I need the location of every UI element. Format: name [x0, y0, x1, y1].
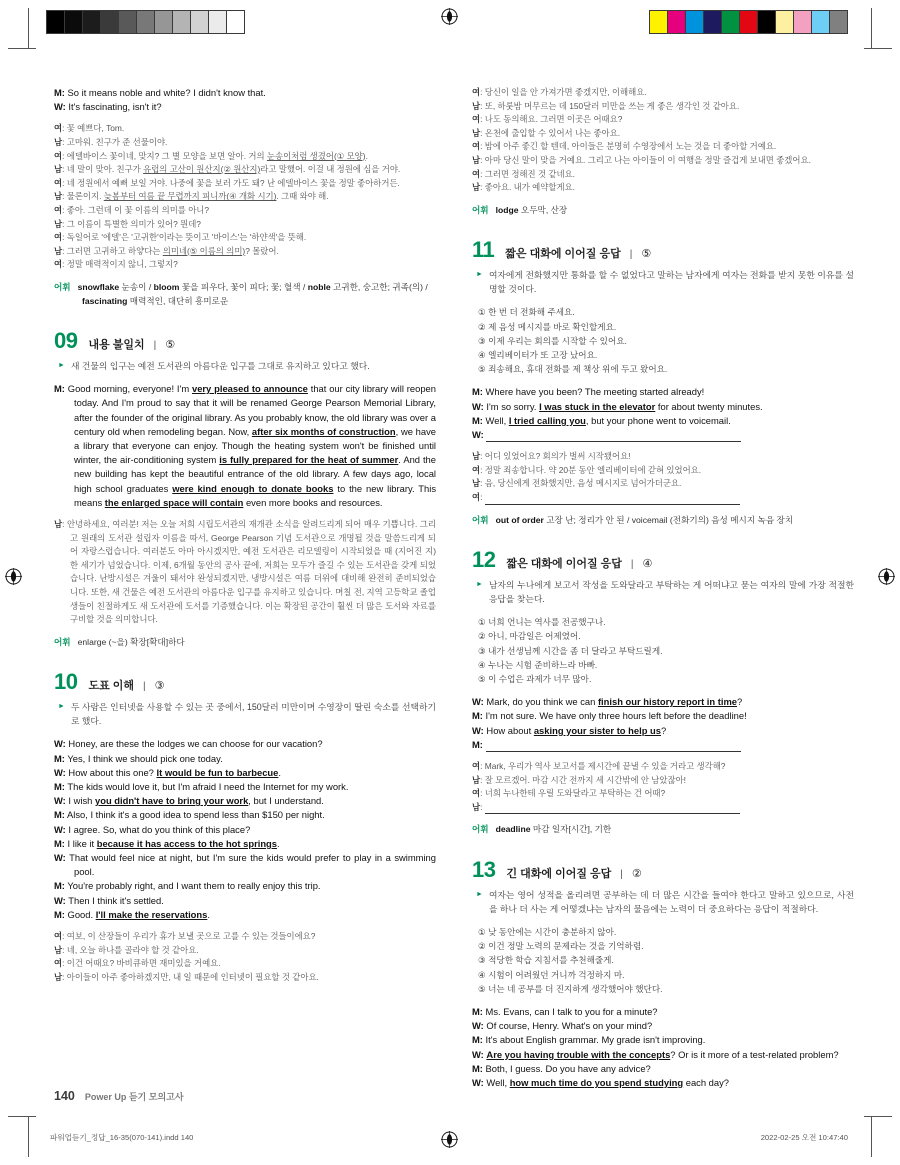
question-12 [472, 549, 854, 837]
dialogue-line: W: Well, how much time do you spend studying each day? [472, 1076, 730, 1088]
q11-explanation-text: 여자에게 전화했지만 통화를 할 수 없었다고 말하는 남자에게 여자는 전화를 받지 못한 이유를 설명할 것이다. [488, 270, 854, 295]
translation-line: 여: 네 정원에서 예뻐 보일 거야. 나중에 꽃을 보러 가도 돼? 난 에델바이스 꽃을 정말 좋아하거든. [54, 177, 400, 188]
speaker-label: M: [472, 414, 483, 426]
translation-line: 여: 에델바이스 꽃이네, 맞지? 그 별 모양을 보면 알아. 거의 눈송이처럼 생겼어(① 모양). [54, 150, 368, 161]
answer-choice: ⑤ 이 수업은 과제가 너무 많아. [478, 673, 592, 684]
dialogue-line: M: Where have you been? The meeting started already! [472, 386, 705, 398]
speaker-label: 여 [54, 123, 63, 134]
answer-choice: ③ 적당한 학습 지침서를 추천해줄게. [478, 955, 614, 966]
q11-answer: ⑤ [641, 248, 652, 261]
q11-separator: | [629, 249, 633, 261]
speaker-label: 남 [54, 191, 63, 202]
translation-line: 여: 당신이 일을 안 가져가면 좋겠지만, 이해해요. [472, 87, 647, 97]
answer-choice: ⑤ 너는 네 공부를 더 진지하게 생각했어야 했단다. [478, 983, 663, 994]
speaker-label: 여 [54, 958, 63, 969]
dialogue-line: W: Are you having trouble with the concepts? Or is it more of a test-related problem? [472, 1048, 839, 1060]
q13-choices [478, 925, 854, 996]
translation-line: 여: 그러면 정해진 것 같네요. [472, 168, 575, 179]
dialogue-line: M: It's about English grammar. My grade isn't improving. [472, 1034, 706, 1046]
translation-line: 여: 좋아. 그런데 이 꽃 이름의 의미를 아니? [54, 204, 210, 215]
speaker-label: W: [472, 1020, 484, 1032]
q10-explanation-text: 두 사람은 인터넷을 사용할 수 있는 곳 중에서, 150달러 미만이며 수영장이 딸린 숙소를 선택하기로 했다. [70, 702, 436, 727]
q11-explanation [472, 268, 854, 296]
dialogue-line: M: Both, I guess. Do you have any advice? [472, 1062, 651, 1074]
dialogue-line: W: That would feel nice at night, but I'm sure the kids would prefer to play in a swimming pool. [54, 851, 436, 878]
vocabulary-label: 어휘 [472, 204, 489, 215]
speaker-label: 여 [54, 204, 63, 215]
q10-answer: ③ [154, 680, 165, 693]
dialogue-line [472, 738, 854, 752]
speaker-label: 남 [472, 154, 481, 165]
question-10 [54, 671, 436, 984]
translation-line: 여: 밤에 아주 좋긴 할 텐데, 아이들은 분명히 수영장에서 노는 것을 더 좋아할 거예요. [472, 141, 777, 152]
dialogue-line: M: Also, I think it's a good idea to spend less than $150 per night. [54, 809, 325, 821]
speaker-label: W: [472, 724, 484, 736]
vocabulary-text: deadline 마감 일자[시간], 기한 [495, 824, 612, 835]
translation-line: 남: 아이들이 아주 좋아하겠지만, 내 일 때문에 인터넷이 필요할 것 같아요. [54, 971, 319, 982]
dialogue-line: M: You're probably right, and I want them to really enjoy this trip. [54, 880, 321, 892]
q12-separator: | [630, 559, 634, 571]
question-11 [472, 239, 854, 527]
speaker-label: 여 [472, 464, 481, 475]
q09-separator: | [153, 340, 157, 352]
q10-header [54, 671, 436, 693]
speaker-label: 여 [54, 930, 63, 941]
triangle-bullet-icon: ► [476, 271, 483, 279]
speaker-label: W: [472, 428, 484, 440]
translation-line: 남: 좋아요. 내가 예약할게요. [472, 182, 575, 193]
speaker-label: 남 [54, 944, 63, 955]
question-09 [54, 330, 436, 649]
translation-line: 여: Mark, 우리가 역사 보고서를 제시간에 끝낼 수 있을 거라고 생각해? [472, 760, 726, 771]
q09-english-script [54, 382, 436, 510]
q12-answer: ④ [642, 558, 653, 571]
q13-answer: ② [631, 867, 642, 880]
translation-line: 남: 그러면 고귀하고 하얗다는 의미네(⑤ 이름의 의미)? 몰랐어. [54, 245, 279, 256]
speaker-label: M: [54, 780, 65, 792]
speaker-label: 여 [54, 177, 63, 188]
translation-line: 여: [472, 491, 854, 505]
q08-vocabulary [54, 281, 436, 308]
answer-choice: ② 이건 정말 노력의 문제라는 것을 기억하렴. [478, 941, 644, 952]
triangle-bullet-icon: ► [476, 890, 483, 898]
page-number: 140 [54, 1089, 75, 1103]
q08-english-script [54, 86, 436, 114]
q12-explanation-text: 남자의 누나에게 보고서 작성을 도와달라고 부탁하는 게 어떠냐고 묻는 여자의 말에 가장 적절한 응답을 찾는다. [488, 580, 854, 605]
answer-choice: ② 제 음성 메시지를 바로 확인할게요. [478, 321, 617, 332]
question-13 [472, 856, 854, 1090]
speaker-label: W: [54, 795, 66, 807]
speaker-label: 남 [472, 478, 481, 489]
translation-line: 남: 네, 오늘 하나를 골라야 할 것 같아요. [54, 944, 199, 955]
dialogue-line: W: I wish you didn't have to bring your work, but I understand. [54, 795, 324, 807]
speaker-label: M: [472, 1062, 483, 1074]
answer-choice: ③ 이제 우리는 회의를 시작할 수 있어요. [478, 335, 627, 346]
speaker-label: M: [472, 1034, 483, 1046]
speaker-label: 남 [472, 100, 481, 111]
q12-type: 짧은 대화에 이어질 응답 [506, 558, 622, 571]
q11-choices [478, 305, 854, 376]
q13-explanation-text: 여자는 영어 성적을 올리려면 공부하는 데 더 많은 시간을 들여야 한다고 말하고 있으므로, 사전을 하나 더 사는 게 어떻겠냐는 남자의 물음에는 노력이 더 중요하다는 응답이 적절하다. [488, 889, 854, 914]
speaker-label: M: [54, 87, 65, 98]
speaker-label: 남 [54, 971, 63, 982]
q09-type: 내용 불일치 [88, 339, 145, 352]
q12-explanation [472, 578, 854, 606]
speaker-label: W: [472, 400, 484, 412]
speaker-label: 남 [54, 218, 63, 229]
translation-line: 남: [472, 801, 854, 815]
speaker-label: M: [472, 1005, 483, 1017]
answer-choice: ① 너희 언니는 역사를 전공했구나. [478, 617, 606, 628]
q08-korean-translation [54, 122, 436, 272]
q13-number: 13 [472, 856, 496, 882]
dialogue-line: W: Mark, do you think we can finish our history report in time? [472, 696, 743, 708]
translation-line: 남: 물론이지. 늦봄부터 여름 끝 무렵까지 피니까(④ 개화 시기). 그때 와야 해. [54, 191, 329, 202]
speaker-label: 여 [472, 87, 481, 97]
dialogue-line: W: Of course, Henry. What's on your mind? [472, 1020, 653, 1032]
speaker-label: 남 [472, 774, 481, 785]
speaker-label: M: [472, 386, 483, 398]
answer-choice: ⑤ 죄송해요, 휴대 전화를 제 책상 위에 두고 왔어요. [478, 364, 668, 375]
q10-english-script [54, 737, 436, 922]
vocabulary-text: out of order 고장 난; 정리가 안 된 / voicemail (전화기의) 음성 메시지 녹음 장치 [495, 514, 794, 525]
vocabulary-label: 어휘 [472, 824, 489, 835]
translation-line: 여: 정말 죄송합니다. 약 20분 동안 엘리베이터에 갇혀 있었어요. [472, 464, 702, 475]
speaker-label: W: [54, 738, 66, 750]
dialogue-line: M: The kids would love it, but I'm afraid I need the Internet for my work. [54, 780, 349, 792]
q13-explanation [472, 888, 854, 916]
speaker-label: M: [54, 383, 65, 395]
print-slug-timestamp: 2022-02-25 오전 10:47:40 [760, 1133, 848, 1142]
q11-header [472, 239, 854, 261]
q10-number: 10 [54, 669, 78, 695]
speaker-label: 남 [472, 801, 481, 812]
book-title: Power Up 듣기 모의고사 [84, 1092, 184, 1102]
dialogue-line: M: So it means noble and white? I didn't know that. [54, 87, 266, 98]
dialogue-line: M: Ms. Evans, can I talk to you for a minute? [472, 1005, 658, 1017]
speaker-label: M: [54, 908, 65, 920]
speaker-label: 여 [472, 788, 481, 799]
speaker-label: 여 [54, 232, 63, 243]
speaker-label: W: [54, 101, 66, 113]
translation-line: 남: 잘 모르겠어. 마감 시간 전까지 세 시간밖에 안 남았잖아! [472, 774, 686, 785]
speaker-label: 여 [54, 150, 63, 161]
speaker-label: 남 [472, 451, 481, 462]
dialogue-line: M: Yes, I think we should pick one today. [54, 752, 223, 764]
speaker-label: M: [54, 752, 65, 764]
page-footer [54, 1089, 184, 1103]
q09-vocabulary [54, 636, 436, 650]
q09-explanation-text: 새 건물의 입구는 예전 도서관의 아름다운 입구를 그대로 유지하고 있다고 했다. [70, 361, 370, 372]
dialogue-line: W: It's fascinating, isn't it? [54, 101, 162, 113]
q09-answer: ⑤ [165, 339, 176, 352]
q09-explanation [54, 359, 436, 373]
q10-vocabulary [472, 204, 854, 218]
speaker-label: 여 [472, 114, 481, 125]
translation-line: 여: 이건 어때요? 바비큐하면 재미있을 거예요. [54, 958, 221, 969]
dialogue-line: M: Well, I tried calling you, but your phone went to voicemail. [472, 414, 731, 426]
triangle-bullet-icon: ► [58, 362, 65, 370]
q10-explanation [54, 700, 436, 728]
q12-vocabulary [472, 823, 854, 837]
two-column-layout [54, 86, 854, 1092]
dialogue-paragraph: 남: 안녕하세요, 여러분! 저는 오늘 저희 시립도서관의 재개관 소식을 알려드리게 되어 매우 기쁩니다. 그리고 원래의 도서관 설립자 이름을 따서, George Pearson 기념 도서관으로 개명될 것을 말씀드리게 되어 자랑스럽습니다. 여러분도 아마 아시겠지만, 예전 도서관은 리모델링이 시작되었을 때 (지어진 지) 한 세기가 넘었습니다. 이제, 6개월 동안의 공사 끝에, 저희는 모두가 즐길 수 있는 도서관을 갖게 되었습니다. 난방시설은 겨울이 돼서야 완성되겠지만, 냉방시설은 여름 더위에 대비해 완전히 준비되었습니다. 또한, 새 건물은 예전 도서관의 아름다운 입구를 유지하고 있습니다. 며칠 전, 지역 고등학교 졸업생들이 친절하게도 새 도서관에 도서를 기증했습니다. 이는 확장된 공간이 훨씬 더 많은 도서와 자료를 구비할 것을 의미합니다. [54, 518, 436, 625]
q12-english-script [472, 695, 854, 752]
translation-line: 여: 나도 동의해요. 그러면 이곳은 어때요? [472, 114, 623, 125]
triangle-bullet-icon: ► [58, 703, 65, 711]
q11-type: 짧은 대화에 이어질 응답 [505, 248, 621, 261]
speaker-label: M: [472, 738, 483, 750]
speaker-label: M: [472, 710, 483, 722]
q12-korean-translation [472, 760, 854, 814]
q11-number: 11 [472, 237, 495, 263]
q09-header [54, 330, 436, 352]
speaker-label: W: [54, 851, 66, 863]
answer-choice: ④ 시험이 어려웠던 거니까 걱정하지 마. [478, 969, 625, 980]
right-column [472, 86, 854, 1092]
q11-korean-translation [472, 450, 854, 504]
translation-line: 여: 너희 누나한테 우릴 도와달라고 부탁하는 건 어때? [472, 788, 666, 799]
q13-separator: | [620, 868, 623, 880]
speaker-label: 남 [472, 182, 481, 193]
vocabulary-label: 어휘 [54, 636, 71, 647]
answer-choice: ① 낮 동안에는 시간이 충분하지 않아. [478, 926, 617, 937]
answer-choice: ③ 내가 선생님께 시간을 좀 더 달라고 부탁드릴게. [478, 645, 663, 656]
q10-type: 도표 이해 [88, 680, 135, 693]
translation-line: 여: 여보, 이 산장들이 우리가 휴가 보낼 곳으로 고를 수 있는 것들이에요? [54, 930, 316, 941]
vocabulary-label: 어휘 [472, 514, 489, 525]
dialogue-line: M: Good. I'll make the reservations. [54, 908, 210, 920]
vocabulary-label: 어휘 [54, 281, 71, 292]
speaker-label: 여 [472, 760, 481, 771]
vocabulary-text: enlarge (~을) 확장[확대]하다 [77, 636, 185, 647]
dialogue-line: M: I'm not sure. We have only three hours left before the deadline! [472, 710, 747, 722]
triangle-bullet-icon: ► [476, 581, 483, 589]
speaker-label: W: [54, 823, 66, 835]
q11-english-script [472, 385, 854, 442]
speaker-label: 남 [54, 518, 63, 529]
speaker-label: 남 [54, 137, 63, 147]
speaker-label: 여 [472, 168, 481, 179]
speaker-label: 남 [54, 245, 63, 256]
dialogue-line: W: I'm so sorry. I was stuck in the elevator for about twenty minutes. [472, 400, 763, 412]
q12-choices [478, 615, 854, 686]
answer-choice: ④ 엘리베이터가 또 고장 났어요. [478, 349, 598, 360]
print-slug-filename: 파워업듣기_정답_16-35(070-141).indd 140 [50, 1133, 194, 1142]
vocabulary-text: snowflake 눈송이 / bloom 꽃을 피우다, 꽃이 피다; 꽃; 혈색 / noble 고귀한, 숭고한; 귀족(의) / fascinating 매력적인, 대단히 흥미로운 [77, 281, 428, 306]
dialogue-paragraph: M: Good morning, everyone! I'm very pleased to announce that our city library will reopen today. And I'm proud to say that it will be renamed George Pearson Memorial Library, after the founder of the original library. As you probably know, the old library was over a century old when remodeling began. Now, after six months of construction, we have a library that everyone can enjoy. Though the heating system won't be finished until winter, the air-conditioning system is fully prepared for the heat of summer. And the new building has kept the beautiful entrance of the old library. A few days ago, local high school graduates were kind enough to donate books to the new library. This means the enlarged space will contain even more books and resources. [54, 383, 437, 508]
translation-line: 남: 또, 하룻밤 머무르는 데 150달러 미만을 쓰는 게 좋은 생각인 것 같아요. [472, 100, 740, 111]
translation-line: 남: 어디 있었어요? 회의가 벌써 시작됐어요! [472, 451, 631, 462]
dialogue-line: W: I agree. So, what do you think of this place? [54, 823, 251, 835]
translation-line: 남: 아마 당신 말이 맞을 거예요. 그리고 나는 아이들이 이 여행을 정말 즐겁게 보내면 좋겠어요. [472, 154, 811, 165]
q10-korean-translation [54, 930, 436, 984]
speaker-label: 여 [54, 259, 63, 270]
q09-number: 09 [54, 328, 78, 354]
translation-line: 여: 정말 매력적이지 않니, 그렇지? [54, 259, 178, 270]
speaker-label: M: [54, 837, 65, 849]
q13-header [472, 856, 854, 882]
left-column [54, 86, 436, 1092]
speaker-label: 남 [54, 164, 63, 175]
translation-line: 남: 고마워. 친구가 준 선물이야. [54, 137, 168, 147]
answer-choice: ② 아니, 마감일은 어제였어. [478, 631, 581, 642]
answer-choice: ① 한 번 더 전화해 주세요. [478, 307, 575, 318]
q10-korean-translation-cont [472, 86, 854, 195]
translation-line: 여: 독일어로 '에델'은 '고귀한'이라는 뜻이고 '바이스'는 '하얀색'을 뜻해. [54, 232, 307, 243]
q12-header [472, 549, 854, 571]
speaker-label: W: [472, 1048, 484, 1060]
speaker-label: 남 [472, 127, 481, 138]
dialogue-line [472, 428, 854, 442]
q09-korean-translation [54, 518, 436, 627]
dialogue-line: M: I like it because it has access to the hot springs. [54, 837, 280, 849]
q11-vocabulary [472, 514, 854, 528]
question-10-continuation [472, 86, 854, 217]
dialogue-line: W: How about this one? It would be fun to barbecue. [54, 766, 281, 778]
q10-separator: | [143, 681, 146, 693]
speaker-label: M: [54, 809, 65, 821]
translation-line: 여: 꽃 예쁘다, Tom. [54, 123, 125, 134]
question-08-continuation [54, 86, 436, 308]
speaker-label: W: [472, 696, 484, 708]
speaker-label: W: [472, 1076, 484, 1088]
q12-number: 12 [472, 547, 496, 573]
translation-line: 남: 그 이름이 특별한 의미가 있어? 뭔데? [54, 218, 201, 229]
q13-english-script [472, 1005, 854, 1090]
translation-line: 남: 음, 당신에게 전화했지만, 음성 메시지로 넘어가더군요. [472, 478, 682, 489]
speaker-label: M: [54, 880, 65, 892]
translation-line: 남: 온천에 출입할 수 있어서 나는 좋아요. [472, 127, 621, 138]
q13-type: 긴 대화에 이어질 응답 [506, 867, 612, 880]
vocabulary-text: lodge 오두막, 산장 [495, 204, 568, 215]
translation-line: 남: 네 말이 맞아. 친구가 유럽의 고산이 원산지(② 원산지)라고 말했어. 이걸 내 정원에 심을 거야. [54, 164, 401, 175]
dialogue-line: W: Honey, are these the lodges we can choose for our vacation? [54, 738, 323, 750]
speaker-label: 여 [472, 491, 481, 502]
dialogue-line: W: Then I think it's settled. [54, 894, 164, 906]
dialogue-line: W: How about asking your sister to help us? [472, 724, 667, 736]
speaker-label: 여 [472, 141, 481, 152]
speaker-label: W: [54, 766, 66, 778]
speaker-label: W: [54, 894, 66, 906]
answer-choice: ④ 누나는 시험 준비하느라 바빠. [478, 659, 598, 670]
